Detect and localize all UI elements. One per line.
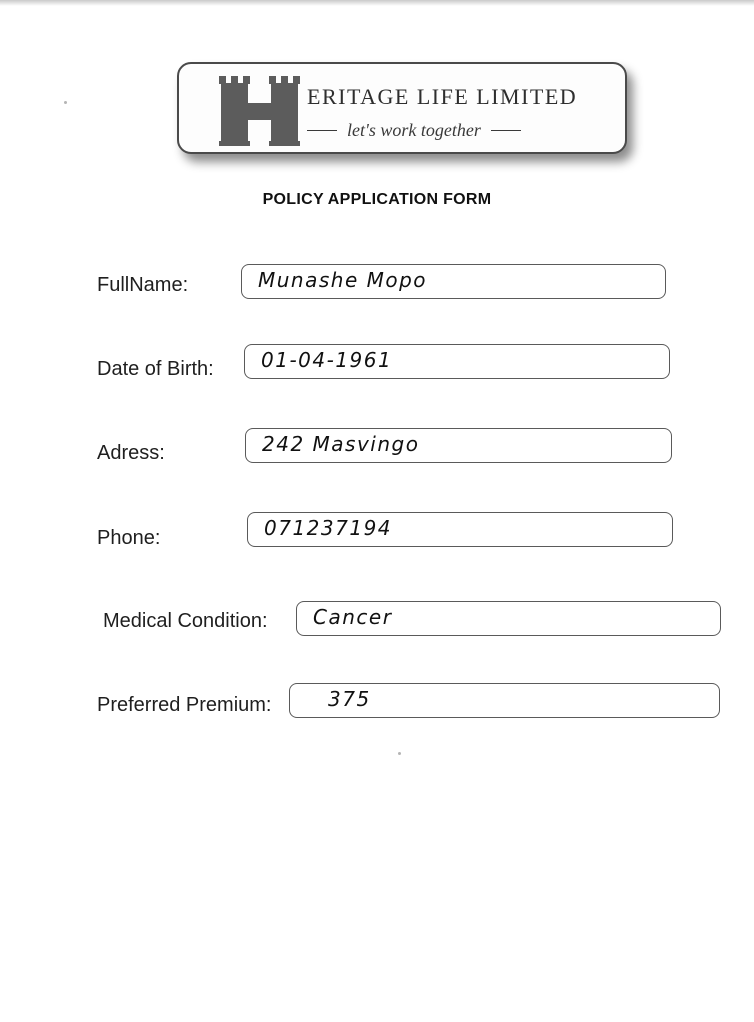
date-of-birth-value: 01-04-1961 [261, 348, 393, 372]
castle-h-logo-icon [219, 70, 303, 150]
preferred-premium-field[interactable] [289, 683, 720, 718]
date-of-birth-field[interactable] [244, 344, 670, 379]
full-name-value: Munashe Mopo [258, 268, 428, 292]
scan-edge [0, 0, 754, 6]
phone-value: 071237194 [264, 516, 393, 540]
date-of-birth-label: Date of Birth: [97, 358, 214, 380]
address-label: Adress: [97, 442, 165, 464]
company-name: ERITAGE LIFE LIMITED [307, 84, 578, 109]
tagline-text: let's work together [347, 120, 481, 140]
medical-condition-label: Medical Condition: [103, 610, 268, 632]
preferred-premium-value: 375 [328, 687, 371, 711]
medical-condition-value: Cancer [313, 605, 393, 629]
company-tagline [307, 120, 589, 141]
scan-speck [64, 101, 67, 104]
tagline-dash-right [491, 130, 521, 131]
address-field[interactable] [245, 428, 672, 463]
phone-field[interactable] [247, 512, 673, 547]
medical-condition-field[interactable] [296, 601, 721, 636]
preferred-premium-label: Preferred Premium: [97, 694, 272, 716]
company-logo [177, 62, 627, 154]
phone-label: Phone: [97, 527, 161, 549]
address-value: 242 Masvingo [262, 432, 420, 456]
form-title: POLICY APPLICATION FORM [262, 191, 492, 208]
full-name-label: FullName: [97, 274, 189, 296]
full-name-field[interactable] [241, 264, 666, 299]
tagline-dash-left [307, 130, 337, 131]
scan-speck [398, 752, 401, 755]
